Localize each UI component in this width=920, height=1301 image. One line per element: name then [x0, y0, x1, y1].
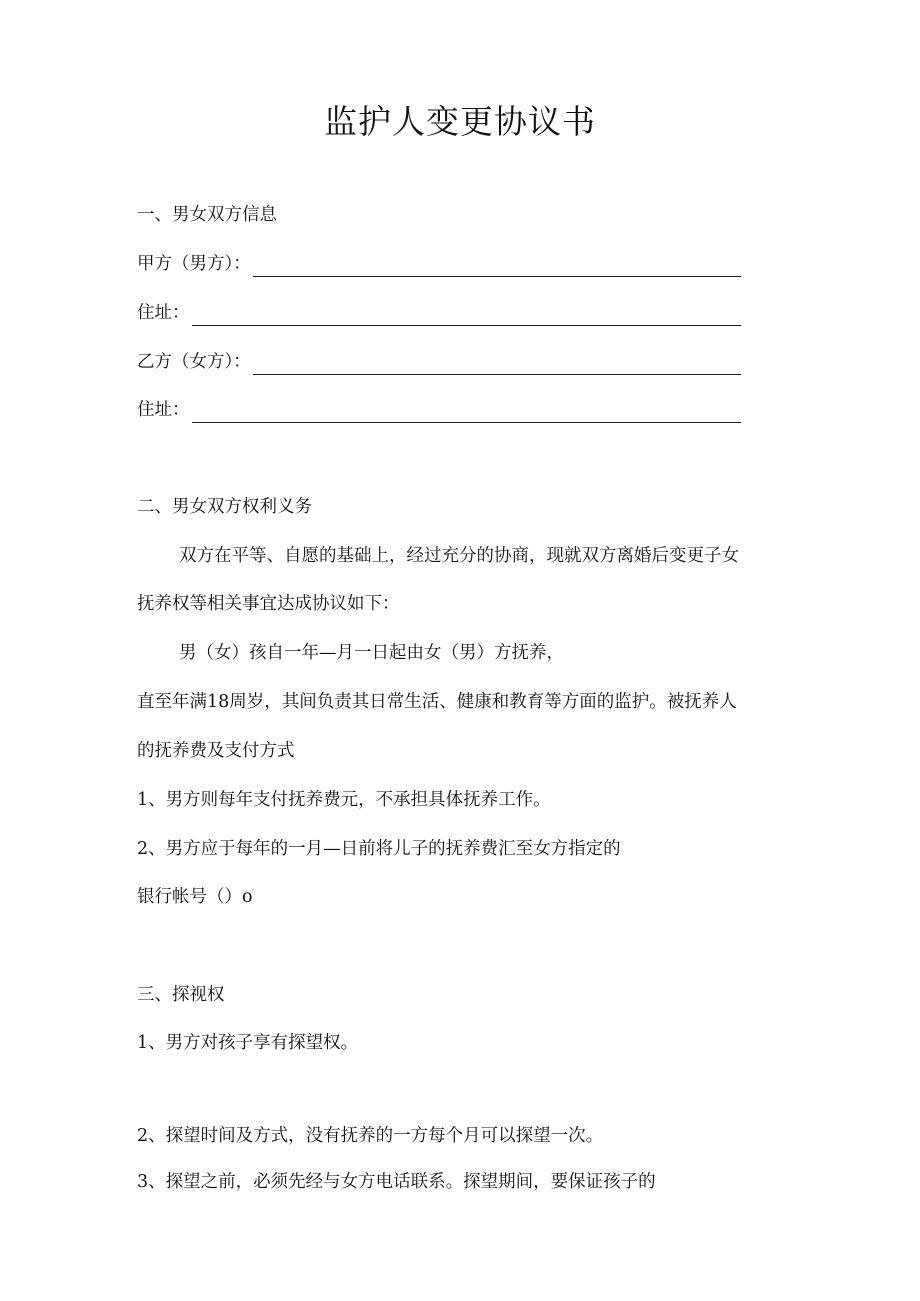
- party-b-blank-line: [253, 354, 741, 375]
- section2-heading: 二、男女双方权利义务: [137, 497, 312, 517]
- document-title: 监护人变更协议书: [324, 102, 596, 141]
- section2-item2-line2: 银行帐号（）o: [137, 887, 253, 907]
- party-a-label: 甲方（男方）：: [137, 254, 251, 274]
- section2-para2-line2: 直至年满18周岁，其间负责其日常生活、健康和教育等方面的监护。被抚养人: [137, 692, 737, 712]
- section3-item2: 2、探望时间及方式，没有抚养的一方每个月可以探望一次。: [137, 1126, 604, 1146]
- address-a-label: 住址：: [137, 303, 190, 323]
- party-b-label: 乙方（女方）：: [137, 352, 251, 372]
- party-a-blank-line: [253, 256, 741, 277]
- section2-para2-line3: 的抚养费及支付方式: [137, 741, 295, 761]
- address-b-label: 住址：: [137, 400, 190, 420]
- party-b-field: [137, 349, 741, 375]
- address-a-blank-line: [192, 305, 742, 326]
- section2-para1-line1: 双方在平等、自愿的基础上，经过充分的协商，现就双方离婚后变更子女: [179, 546, 739, 566]
- section3-heading: 三、探视权: [137, 985, 225, 1005]
- section3-item1: 1、男方对孩子享有探望权。: [137, 1033, 359, 1053]
- address-b-blank-line: [192, 402, 742, 423]
- section1-heading: 一、男女双方信息: [137, 205, 277, 225]
- section2-item1: 1、男方则每年支付抚养费元，不承担具体抚养工作。: [137, 790, 551, 810]
- address-b-field: [137, 397, 741, 423]
- party-a-field: [137, 251, 741, 277]
- section2-item2-line1: 2、男方应于每年的一月—日前将儿子的抚养费汇至女方指定的: [137, 839, 621, 859]
- address-a-field: [137, 300, 741, 326]
- section3-item3: 3、探望之前，必须先经与女方电话联系。探望期间，要保证孩子的: [137, 1172, 656, 1192]
- section2-para2-line1: 男（女）孩自一年—月一日起由女（男）方抚养，: [179, 643, 564, 663]
- section2-para1-line2: 抚养权等相关事宜达成协议如下：: [137, 594, 400, 614]
